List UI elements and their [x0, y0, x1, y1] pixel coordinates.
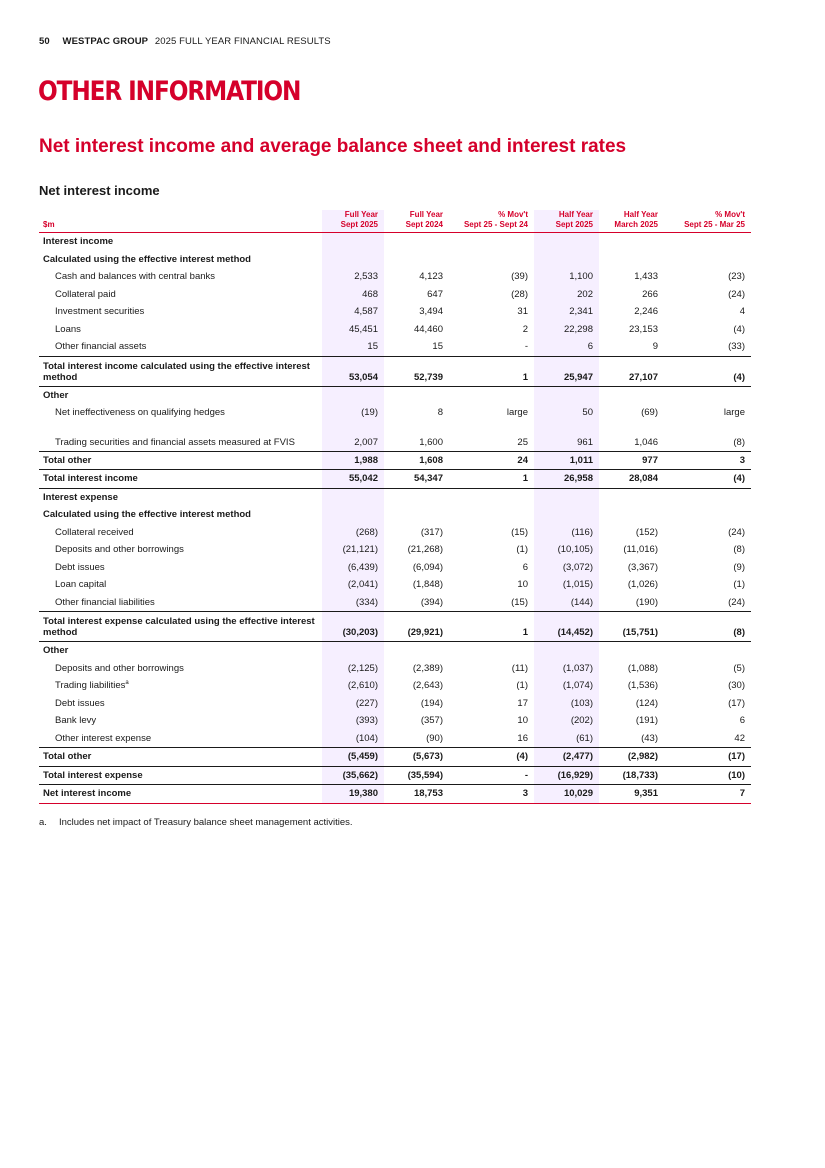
table-cell: (35,662) [322, 766, 384, 785]
table-row [39, 470, 751, 489]
table-cell: 8 [437, 407, 443, 419]
table-cell: (18,733) [599, 766, 664, 785]
table-row [39, 677, 751, 695]
row-label-text: Debt issues [55, 561, 105, 573]
table-cell: 31 [517, 306, 528, 318]
table-cell: (103) [534, 695, 599, 713]
table-cell: (190) [635, 596, 658, 608]
table-cell: (35,594) [384, 766, 449, 785]
table-cell: (28) [511, 288, 528, 300]
table-cell: 2,533 [322, 268, 384, 286]
table-body [39, 233, 751, 804]
table-row [39, 642, 751, 660]
table-row [39, 404, 751, 422]
table-cell: (23) [728, 271, 745, 283]
table-row [39, 712, 751, 730]
column-header: Full Year Sept 2024 [384, 210, 449, 233]
table-cell: 25 [517, 436, 528, 448]
table-cell: 6 [522, 561, 528, 573]
table-cell: (43) [641, 732, 658, 744]
table-cell: (8) [733, 544, 745, 556]
table-cell: 1 [449, 356, 534, 386]
row-label [39, 286, 322, 304]
table-cell: 52,739 [384, 356, 449, 386]
row-label-text: Total other [43, 454, 92, 466]
row-label-text: Trading liabilities [55, 680, 126, 692]
table-cell: (1,037) [534, 660, 599, 678]
table-row [39, 451, 751, 470]
row-label [39, 488, 322, 506]
table-cell [449, 251, 534, 269]
table-row [39, 576, 751, 594]
section-title: OTHER INFORMATION [38, 76, 301, 107]
table-cell: (2,389) [412, 662, 443, 674]
table-row [39, 730, 751, 748]
table-cell: (10) [664, 766, 751, 785]
row-label [39, 422, 322, 452]
row-label [39, 321, 322, 339]
table-cell [599, 251, 664, 269]
table-cell: 44,460 [413, 323, 443, 335]
table-cell: 22,298 [534, 321, 599, 339]
running-header [39, 36, 331, 47]
table-cell [664, 386, 751, 404]
table-cell: 6 [534, 338, 599, 356]
table-cell: 10 [517, 579, 528, 591]
table-cell: 961 [534, 422, 599, 452]
table-cell: 2 [522, 323, 528, 335]
row-label [39, 268, 322, 286]
table-cell: (8) [664, 612, 751, 642]
row-label [39, 695, 322, 713]
table-cell: (202) [534, 712, 599, 730]
table-cell: (17) [728, 697, 745, 709]
table-cell [322, 233, 384, 251]
table-cell: (8) [733, 436, 745, 448]
table-cell [599, 506, 664, 524]
table-cell: (124) [635, 697, 658, 709]
table-cell: (69) [641, 407, 658, 419]
table-cell [534, 488, 599, 506]
footnote-text: Includes net impact of Treasury balance sheet management activities. [58, 817, 353, 828]
row-label-text: Loan capital [55, 579, 107, 591]
row-label [39, 524, 322, 542]
row-label [39, 712, 322, 730]
table-row [39, 303, 751, 321]
table-cell: (4) [733, 323, 745, 335]
table-cell: 647 [427, 288, 443, 300]
table-cell [664, 251, 751, 269]
table-cell: (16,929) [534, 766, 599, 785]
table-cell: (19) [322, 404, 384, 422]
table-cell [599, 233, 664, 251]
table-row [39, 524, 751, 542]
table-row [39, 488, 751, 506]
table-cell: (15) [511, 526, 528, 538]
column-header: % Mov't Sept 25 - Sept 24 [449, 210, 534, 233]
table-cell: 53,054 [322, 356, 384, 386]
table-row [39, 594, 751, 612]
row-label-text: Net interest income [43, 788, 132, 800]
table-row [39, 660, 751, 678]
row-label-text: Trading securities and financial assets measured at FVIS [55, 436, 295, 448]
row-label [39, 233, 322, 251]
table-cell: (24) [728, 596, 745, 608]
table-cell: (61) [534, 730, 599, 748]
table-cell: 42 [734, 732, 745, 744]
row-label [39, 386, 322, 404]
row-label-text: Total interest income calculated using the effective interest method [43, 360, 310, 383]
table-cell [664, 233, 751, 251]
page-subtitle: Net interest income and average balance sheet and interest rates [39, 136, 627, 157]
table-cell [384, 506, 449, 524]
table-cell: (1) [733, 579, 745, 591]
row-label [39, 356, 322, 386]
row-label-text: Calculated using the effective interest method [43, 253, 251, 265]
row-label-text: Total interest expense calculated using the effective interest method [43, 616, 315, 638]
row-label [39, 576, 322, 594]
table-row [39, 559, 751, 577]
table-cell: 10,029 [534, 785, 599, 804]
table-cell: 15 [432, 341, 443, 353]
column-header: Half Year March 2025 [599, 210, 664, 233]
table-cell: (104) [322, 730, 384, 748]
table-cell: 6 [739, 715, 745, 727]
row-label-text: Total interest expense [43, 769, 143, 781]
table-cell: (144) [534, 594, 599, 612]
row-label [39, 766, 322, 785]
table-row [39, 338, 751, 356]
table-cell: 27,107 [599, 356, 664, 386]
table-cell [599, 488, 664, 506]
row-label [39, 541, 322, 559]
row-label [39, 677, 322, 695]
table-cell: (1,088) [627, 662, 658, 674]
table-cell: (393) [322, 712, 384, 730]
table-cell: 1,100 [534, 268, 599, 286]
table-cell: (5,459) [322, 748, 384, 767]
table-cell: 1,046 [634, 436, 658, 448]
table-cell [599, 642, 664, 660]
table-cell [449, 386, 534, 404]
table-row [39, 321, 751, 339]
column-header: Full Year Sept 2025 [322, 210, 384, 233]
table-cell: 3,494 [419, 306, 443, 318]
table-cell [322, 386, 384, 404]
table-cell: 17 [517, 697, 528, 709]
table-cell: (1,026) [627, 579, 658, 591]
row-label-text: Net ineffectiveness on qualifying hedges [55, 407, 225, 419]
table-cell [384, 488, 449, 506]
table-cell: (6,439) [322, 559, 384, 577]
table-cell: 24 [449, 451, 534, 470]
table-cell: 2,246 [634, 306, 658, 318]
page-number: 50 [39, 36, 50, 47]
table-cell: (2,125) [322, 660, 384, 678]
table-cell [384, 386, 449, 404]
table-cell: 45,451 [322, 321, 384, 339]
unit-label: $m [39, 210, 322, 233]
table-cell: 3 [449, 785, 534, 804]
table-row [39, 785, 751, 804]
table-cell [322, 506, 384, 524]
row-label-text: Investment securities [55, 306, 145, 318]
table-cell: (1) [516, 680, 528, 692]
table-cell: (194) [420, 697, 443, 709]
table-title: Net interest income [39, 183, 160, 198]
table-cell: (317) [420, 526, 443, 538]
row-label-text: Interest expense [43, 491, 118, 503]
table-cell: 19,380 [322, 785, 384, 804]
table-cell: 23,153 [628, 323, 658, 335]
row-label-text: Bank levy [55, 715, 97, 727]
table-cell: (152) [635, 526, 658, 538]
table-row [39, 268, 751, 286]
table-cell: 2,341 [534, 303, 599, 321]
table-cell: 25,947 [534, 356, 599, 386]
table-cell: (1,536) [627, 680, 658, 692]
table-row [39, 386, 751, 404]
row-label-text: Total other [43, 751, 92, 763]
table-cell: (2,477) [534, 748, 599, 767]
table-cell: 4,587 [322, 303, 384, 321]
table-cell: (90) [426, 732, 443, 744]
footnote [39, 817, 353, 828]
table-cell: (1,074) [534, 677, 599, 695]
table-row [39, 356, 751, 386]
table-row [39, 748, 751, 767]
table-cell [384, 642, 449, 660]
row-label [39, 642, 322, 660]
column-header: % Mov't Sept 25 - Mar 25 [664, 210, 751, 233]
table-cell: (1) [516, 544, 528, 556]
table-cell [322, 251, 384, 269]
table-cell: (11) [511, 662, 528, 674]
row-label [39, 612, 322, 642]
row-label-text: Other interest expense [55, 732, 152, 744]
row-label-text: Deposits and other borrowings [55, 544, 184, 556]
table-row [39, 695, 751, 713]
row-label-text: Debt issues [55, 697, 105, 709]
row-label-text: Collateral paid [55, 288, 116, 300]
table-cell: (15,751) [599, 612, 664, 642]
table-cell [384, 251, 449, 269]
table-cell: (3,072) [534, 559, 599, 577]
table-cell: (17) [664, 748, 751, 767]
table-cell: (5,673) [384, 748, 449, 767]
row-label [39, 506, 322, 524]
row-label-text: Other [43, 389, 69, 401]
table-cell: 1 [449, 470, 534, 489]
row-label [39, 594, 322, 612]
table-cell: (29,921) [384, 612, 449, 642]
table-cell: 10 [517, 715, 528, 727]
table-cell: (1,015) [534, 576, 599, 594]
table-cell: 1,608 [384, 451, 449, 470]
table-cell [449, 233, 534, 251]
table-cell: (21,121) [322, 541, 384, 559]
table-cell: 1,600 [419, 436, 443, 448]
table-cell [449, 642, 534, 660]
table-cell [599, 386, 664, 404]
table-cell: 28,084 [599, 470, 664, 489]
row-label [39, 303, 322, 321]
report-name: 2025 FULL YEAR FINANCIAL RESULTS [154, 36, 331, 47]
table-cell: (2,041) [322, 576, 384, 594]
row-label-text: Collateral received [55, 526, 134, 538]
table-cell: (4) [449, 748, 534, 767]
table-cell: 202 [534, 286, 599, 304]
table-cell: 16 [517, 732, 528, 744]
row-label [39, 451, 322, 470]
table-cell: (1,848) [412, 579, 443, 591]
table-cell: (394) [420, 596, 443, 608]
table-cell: 4 [739, 306, 745, 318]
row-label-text: Loans [55, 323, 81, 335]
table-cell: (334) [322, 594, 384, 612]
row-label-text: Other financial assets [55, 341, 147, 353]
table-cell: 7 [664, 785, 751, 804]
table-cell: (116) [534, 524, 599, 542]
row-label-text: Other financial liabilities [55, 596, 155, 608]
table-cell: (11,016) [623, 544, 658, 556]
table-cell [664, 488, 751, 506]
table-cell: large [506, 407, 528, 419]
table-row [39, 612, 751, 642]
table-cell: 1,433 [634, 271, 658, 283]
row-label [39, 748, 322, 767]
table-cell: (15) [511, 596, 528, 608]
table-cell: (30) [728, 680, 745, 692]
brand-name: WESTPAC GROUP [62, 36, 149, 47]
table-row [39, 233, 751, 251]
table-cell: (14,452) [534, 612, 599, 642]
table-cell: (2,610) [322, 677, 384, 695]
table-cell: (2,982) [599, 748, 664, 767]
table-cell [449, 488, 534, 506]
row-label-text: Deposits and other borrowings [55, 662, 184, 674]
table-cell [534, 233, 599, 251]
table-cell: (227) [322, 695, 384, 713]
row-label [39, 730, 322, 748]
table-cell: large [723, 407, 745, 419]
table-cell: (5) [733, 662, 745, 674]
table-cell: 55,042 [322, 470, 384, 489]
row-label [39, 470, 322, 489]
table-cell: (21,268) [407, 544, 443, 556]
table-header-row [39, 210, 751, 233]
row-label [39, 251, 322, 269]
row-label-text: Total interest income [43, 473, 138, 485]
row-label [39, 404, 322, 422]
row-label [39, 660, 322, 678]
table-cell: (268) [322, 524, 384, 542]
row-label-text: Interest income [43, 236, 114, 248]
table-cell: (4) [664, 356, 751, 386]
table-cell [534, 251, 599, 269]
table-cell: 54,347 [384, 470, 449, 489]
footnote-reference: a [125, 680, 129, 687]
table-cell: (191) [635, 715, 658, 727]
table-cell: (3,367) [627, 561, 658, 573]
table-row [39, 422, 751, 452]
table-cell [534, 506, 599, 524]
table-cell: (24) [728, 288, 745, 300]
table-cell: (30,203) [322, 612, 384, 642]
row-label-text: Calculated using the effective interest method [43, 509, 251, 521]
table-row [39, 541, 751, 559]
table-cell: (39) [511, 271, 528, 283]
table-cell [664, 506, 751, 524]
table-cell: 2,007 [322, 422, 384, 452]
table-cell: 9,351 [599, 785, 664, 804]
table-cell [534, 642, 599, 660]
row-label [39, 785, 322, 804]
table-cell [449, 506, 534, 524]
table-row [39, 251, 751, 269]
row-label [39, 338, 322, 356]
table-cell: - [449, 766, 534, 785]
table-cell: (10,105) [534, 541, 599, 559]
table-cell [534, 386, 599, 404]
table-cell: 977 [599, 451, 664, 470]
table-cell: (24) [728, 526, 745, 538]
table-cell: (33) [728, 341, 745, 353]
table-cell: 15 [322, 338, 384, 356]
row-label [39, 559, 322, 577]
table-row [39, 506, 751, 524]
table-cell: 3 [664, 451, 751, 470]
net-interest-income-table [39, 210, 751, 804]
table-cell: (357) [420, 715, 443, 727]
table-cell: 26,958 [534, 470, 599, 489]
row-label-text: Other [43, 645, 69, 657]
table-cell: 1,988 [322, 451, 384, 470]
table-cell [664, 642, 751, 660]
table-cell: 1 [449, 612, 534, 642]
table-cell: 266 [642, 288, 658, 300]
table-row [39, 286, 751, 304]
column-header: Half Year Sept 2025 [534, 210, 599, 233]
table-cell: 4,123 [419, 271, 443, 283]
table-cell [322, 642, 384, 660]
table-cell [384, 233, 449, 251]
table-cell: (2,643) [412, 680, 443, 692]
table-cell [322, 488, 384, 506]
table-cell: 1,011 [534, 451, 599, 470]
row-label-text: Cash and balances with central banks [55, 271, 216, 283]
table-cell: 18,753 [384, 785, 449, 804]
table-cell: (4) [664, 470, 751, 489]
table-cell: 9 [652, 341, 658, 353]
table-cell: - [524, 341, 528, 353]
table-cell: 468 [322, 286, 384, 304]
table-cell: (6,094) [412, 561, 443, 573]
footnote-mark: a. [39, 817, 47, 828]
table-cell: 50 [534, 404, 599, 422]
table-row [39, 766, 751, 785]
table-cell: (9) [733, 561, 745, 573]
